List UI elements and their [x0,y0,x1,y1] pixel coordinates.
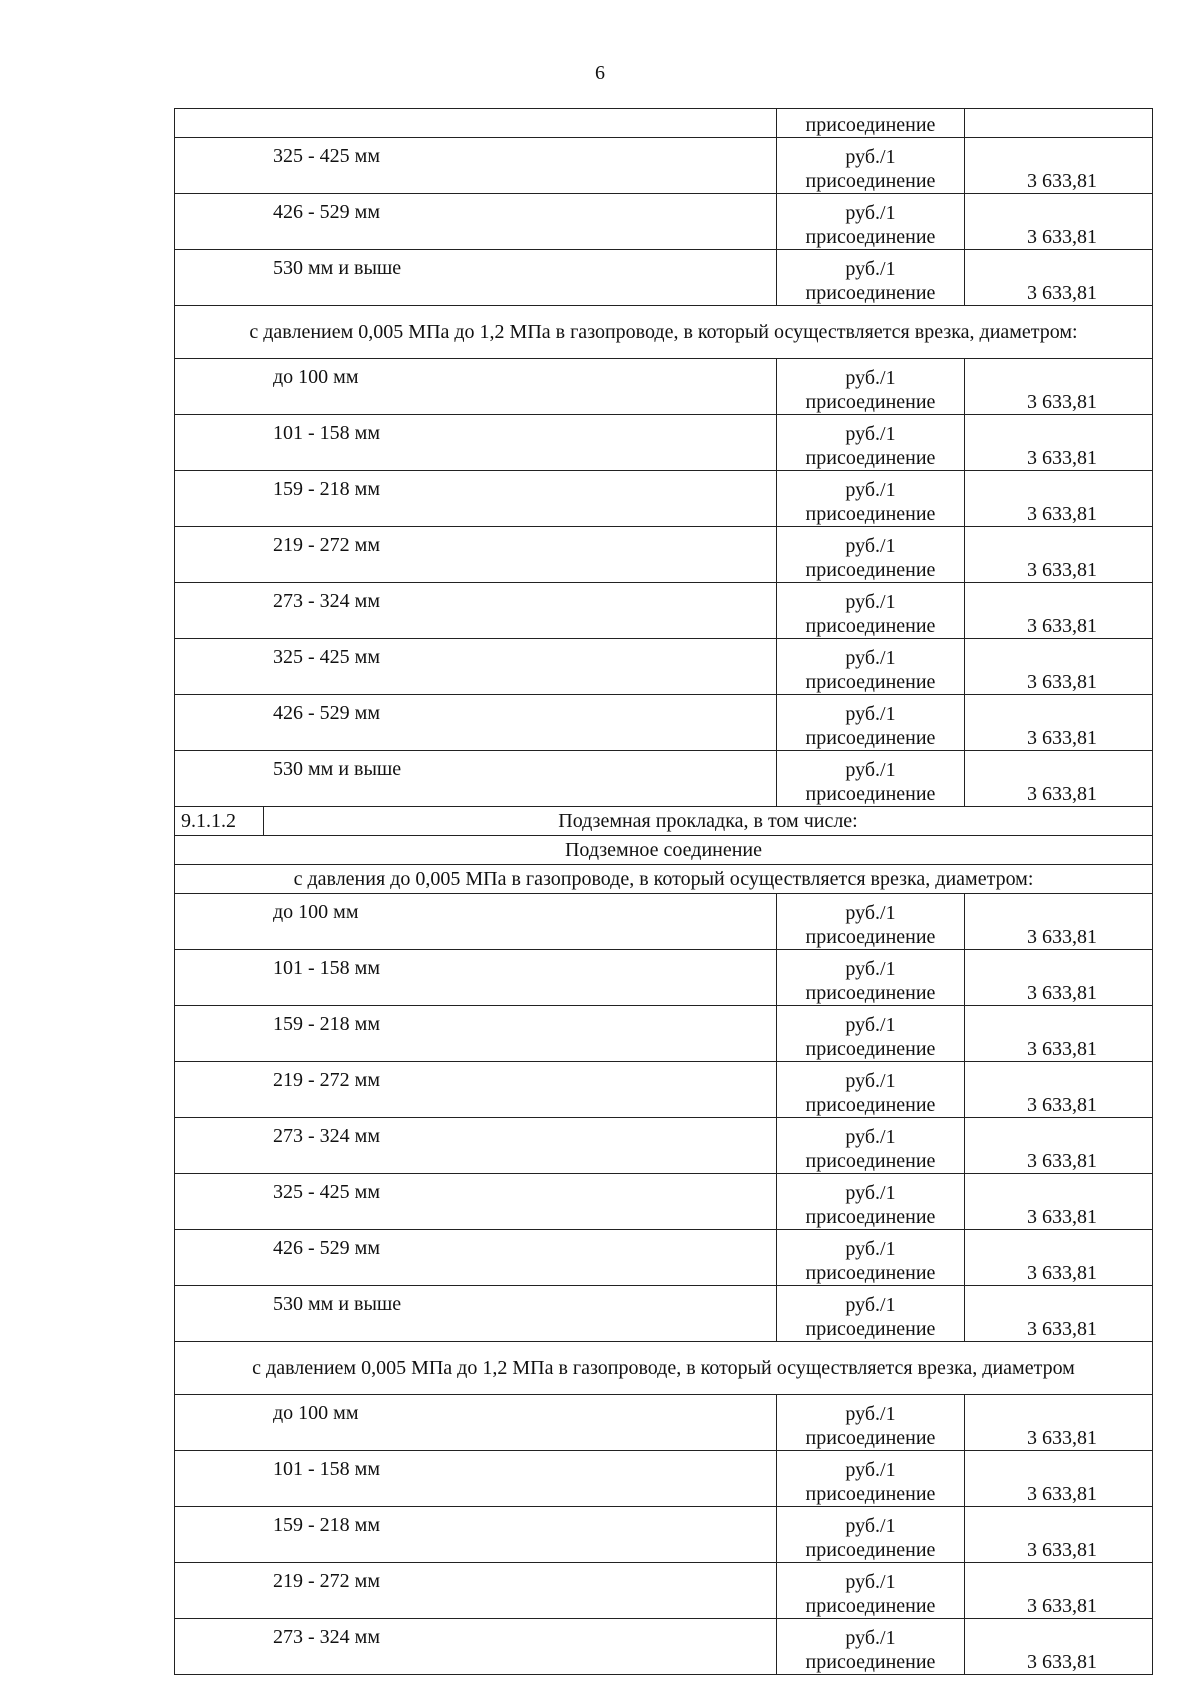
diameter-label: 426 - 529 мм [175,194,777,250]
unit-cell [777,1507,965,1563]
group-heading: с давления до 0,005 МПа в газопроводе, в который осуществляется врезка, диаметром: [175,865,1153,894]
table-row [175,1451,1153,1507]
table-row [175,109,1153,138]
unit-cell [777,1006,965,1062]
table-row [175,950,1153,1006]
diameter-label: 273 - 324 мм [175,583,777,639]
diameter-label: 219 - 272 мм [175,1062,777,1118]
table-row [175,138,1153,194]
unit-cell [777,1230,965,1286]
diameter-label: 159 - 218 мм [175,1006,777,1062]
unit-line-1: руб./1 [845,1182,896,1204]
unit-line-2: присоединение [805,503,936,525]
price-cell [965,109,1153,138]
unit-line-1: руб./1 [845,591,896,613]
diameter-label: 426 - 529 мм [175,695,777,751]
unit-cell [777,138,965,194]
table-row [175,250,1153,306]
diameter-label: до 100 мм [175,1395,777,1451]
section-title: Подземная прокладка, в том числе: [264,807,1153,836]
unit-line-1: руб./1 [845,1238,896,1260]
unit-line-1: руб./1 [845,146,896,168]
group-heading-row [175,306,1153,359]
unit-line-1: руб./1 [845,1403,896,1425]
unit-cell [777,583,965,639]
price-cell: 3 633,81 [965,1230,1153,1286]
table-row [175,1174,1153,1230]
price-cell: 3 633,81 [965,1174,1153,1230]
unit-cell [777,1118,965,1174]
unit-line-1: руб./1 [845,202,896,224]
table-row [175,1507,1153,1563]
diameter-label: 159 - 218 мм [175,1507,777,1563]
unit-line-2: присоединение [805,282,936,304]
unit-line-2: присоединение [805,1038,936,1060]
table-row [175,1118,1153,1174]
unit-line-2: присоединение [805,783,936,805]
unit-line-2: присоединение [805,1483,936,1505]
unit-cell [777,1563,965,1619]
unit-line-2: присоединение [805,1595,936,1617]
price-cell: 3 633,81 [965,194,1153,250]
group-heading-row [175,1342,1153,1395]
diameter-label: 101 - 158 мм [175,1451,777,1507]
table-row [175,1286,1153,1342]
table-row [175,1395,1153,1451]
diameter-label: 159 - 218 мм [175,471,777,527]
price-cell: 3 633,81 [965,250,1153,306]
unit-line-1: руб./1 [845,535,896,557]
unit-line-2: присоединение [805,671,936,693]
unit-line-1: руб./1 [845,479,896,501]
unit-cell [777,471,965,527]
unit-line-2: присоединение [805,926,936,948]
unit-cell [777,359,965,415]
table-row [175,894,1153,950]
unit-line-1: руб./1 [845,1070,896,1092]
page-number: 6 [595,62,605,84]
table-row [175,359,1153,415]
price-cell: 3 633,81 [965,415,1153,471]
group-heading: с давлением 0,005 МПа до 1,2 МПа в газопроводе, в который осуществляется врезка, диаметром [175,1342,1153,1395]
table-row [175,1062,1153,1118]
unit-line-2: присоединение [805,1206,936,1228]
unit-line-1: руб./1 [845,367,896,389]
unit-cell [777,1619,965,1675]
diameter-label: до 100 мм [175,894,777,950]
table-row [175,695,1153,751]
table-row [175,639,1153,695]
unit-line-2: присоединение [805,1318,936,1340]
diameter-label: 325 - 425 мм [175,138,777,194]
unit-cell [777,194,965,250]
unit-cell [777,527,965,583]
unit-line-2: присоединение [805,727,936,749]
diameter-label: 530 мм и выше [175,751,777,807]
table-row [175,1006,1153,1062]
unit-line-1: руб./1 [845,1126,896,1148]
unit-cell [777,415,965,471]
table-row [175,194,1153,250]
unit-line-2: присоединение [805,447,936,469]
table-row [175,583,1153,639]
table-row [175,1230,1153,1286]
price-cell: 3 633,81 [965,894,1153,950]
price-cell: 3 633,81 [965,1451,1153,1507]
diameter-label: 426 - 529 мм [175,1230,777,1286]
unit-line-1: руб./1 [845,1571,896,1593]
diameter-label: 273 - 324 мм [175,1118,777,1174]
price-cell: 3 633,81 [965,359,1153,415]
price-cell: 3 633,81 [965,1286,1153,1342]
diameter-label: 530 мм и выше [175,250,777,306]
unit-line-2: присоединение [805,1262,936,1284]
unit-cell [777,950,965,1006]
unit-line-1: руб./1 [845,1627,896,1649]
price-cell: 3 633,81 [965,1563,1153,1619]
diameter-label: 273 - 324 мм [175,1619,777,1675]
unit-line-2: присоединение [805,615,936,637]
diameter-label: 530 мм и выше [175,1286,777,1342]
price-cell: 3 633,81 [965,1507,1153,1563]
unit-line-1: руб./1 [845,902,896,924]
unit-line-1: руб./1 [845,1459,896,1481]
price-cell: 3 633,81 [965,1619,1153,1675]
diameter-label: 101 - 158 мм [175,950,777,1006]
price-cell: 3 633,81 [965,1062,1153,1118]
price-cell: 3 633,81 [965,1006,1153,1062]
unit-line-1: руб./1 [845,1515,896,1537]
price-cell: 3 633,81 [965,695,1153,751]
unit-cell [777,1395,965,1451]
price-cell: 3 633,81 [965,138,1153,194]
diameter-label: 325 - 425 мм [175,639,777,695]
price-cell: 3 633,81 [965,527,1153,583]
table-row [175,527,1153,583]
unit-line-1: руб./1 [845,258,896,280]
table-row [175,415,1153,471]
unit-cell [777,1062,965,1118]
price-cell: 3 633,81 [965,639,1153,695]
unit-line-2: присоединение [805,1427,936,1449]
unit-line-2: присоединение [805,982,936,1004]
unit-line-2: присоединение [805,1539,936,1561]
unit-cell [777,894,965,950]
diameter-label: 219 - 272 мм [175,1563,777,1619]
unit-line-2: присоединение [805,226,936,248]
price-cell: 3 633,81 [965,950,1153,1006]
empty-cell [175,109,777,138]
diameter-label: 101 - 158 мм [175,415,777,471]
unit-cell [777,1174,965,1230]
price-cell: 3 633,81 [965,1395,1153,1451]
unit-cell [777,751,965,807]
unit-line-2: присоединение [805,1150,936,1172]
price-cell: 3 633,81 [965,1118,1153,1174]
unit-line-1: руб./1 [845,647,896,669]
section-row [175,807,1153,836]
unit-cell: присоединение [777,109,965,138]
unit-line-1: руб./1 [845,958,896,980]
diameter-label: 219 - 272 мм [175,527,777,583]
unit-cell [777,1286,965,1342]
unit-cell [777,695,965,751]
subheading: Подземное соединение [175,836,1153,865]
unit-cell [777,1451,965,1507]
group-heading: с давлением 0,005 МПа до 1,2 МПа в газопроводе, в который осуществляется врезка, диаметром: [175,306,1153,359]
unit-line-1: руб./1 [845,759,896,781]
unit-line-2: присоединение [805,559,936,581]
unit-cell [777,250,965,306]
tariff-table-body [175,109,1153,1675]
price-cell: 3 633,81 [965,471,1153,527]
table-row [175,751,1153,807]
unit-line-2: присоединение [805,1094,936,1116]
unit-line-2: присоединение [805,170,936,192]
table-row [175,471,1153,527]
unit-line-2: присоединение [805,391,936,413]
group-heading-row [175,865,1153,894]
unit-line-1: руб./1 [845,1294,896,1316]
diameter-label: до 100 мм [175,359,777,415]
unit-line-2: присоединение [805,1651,936,1673]
unit-line-1: руб./1 [845,1014,896,1036]
price-cell: 3 633,81 [965,583,1153,639]
unit-cell [777,639,965,695]
price-cell: 3 633,81 [965,751,1153,807]
table-row [175,1563,1153,1619]
section-number: 9.1.1.2 [175,807,264,836]
diameter-label: 325 - 425 мм [175,1174,777,1230]
tariff-table [174,108,1153,1675]
unit-line-1: руб./1 [845,423,896,445]
subheading-row [175,836,1153,865]
table-row [175,1619,1153,1675]
unit-line-1: руб./1 [845,703,896,725]
